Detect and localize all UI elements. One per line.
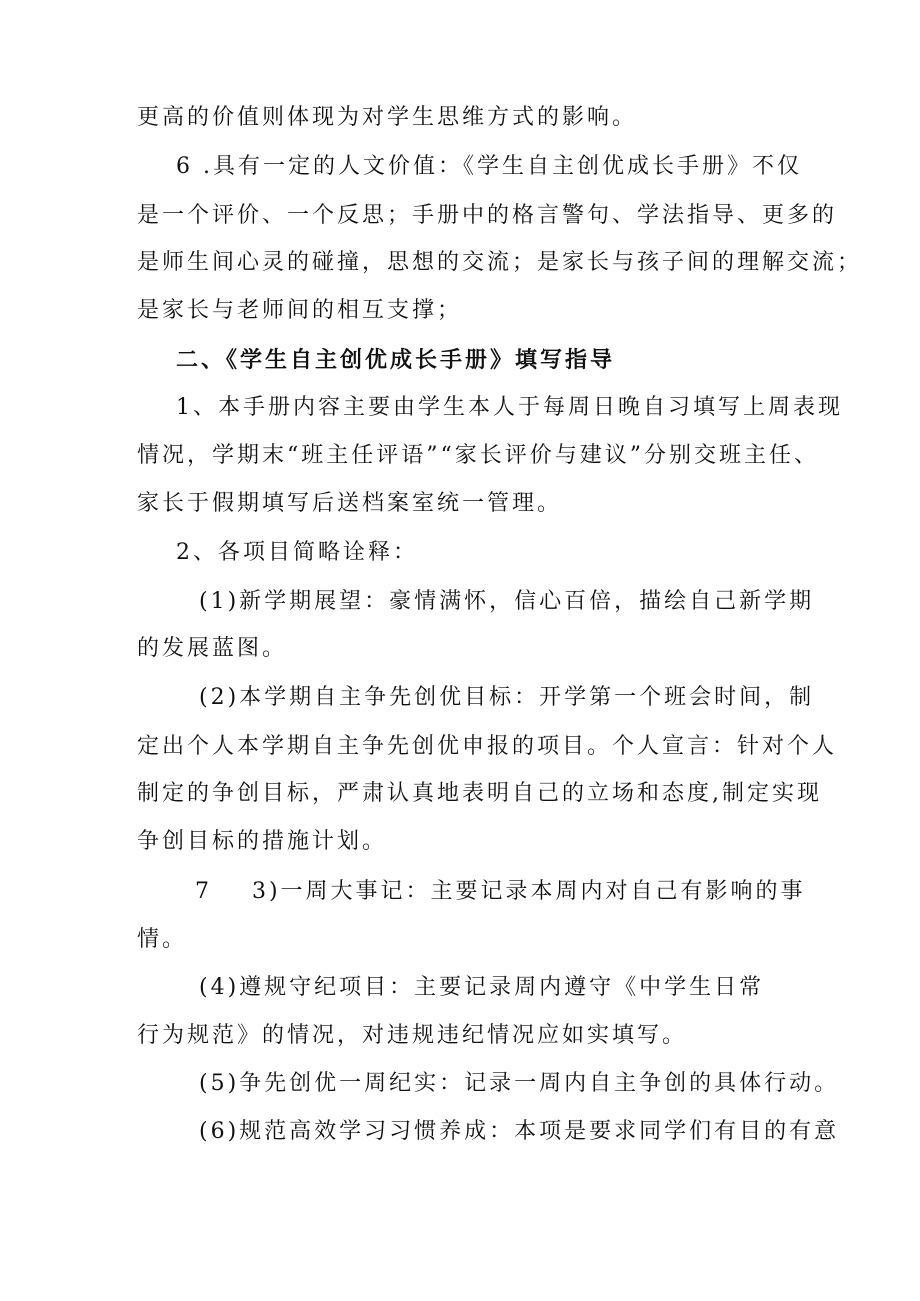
text-line: 7 3)一周大事记：主要记录本周内对自己有影响的事	[195, 879, 806, 904]
text-line: (6)规范高效学习习惯养成：本项是要求同学们有目的有意	[199, 1119, 840, 1144]
text-line: 制定的争创目标，严肃认真地表明自己的立场和态度,制定实现	[137, 781, 822, 806]
text-line: (2)本学期自主争先创优目标：开学第一个班会时间，制	[199, 685, 815, 710]
text-line: 行为规范》的情况，对违规违纪情况应如实填写。	[137, 1023, 688, 1048]
text-line: 争创目标的措施计划。	[137, 829, 388, 854]
text-line: 是一个评价、一个反思；手册中的格言警句、学法指导、更多的	[137, 203, 838, 228]
text-line: 是师生间心灵的碰撞，思想的交流；是家长与孩子间的理解交流；	[137, 250, 863, 275]
text-line: 6 .具有一定的人文价值：《学生自主创优成长手册》不仅	[176, 154, 802, 179]
text-line: 家长于假期填写后送档案室统一管理。	[137, 491, 563, 516]
text-line: 的发展蓝图。	[137, 636, 288, 661]
text-line: 情。	[137, 927, 188, 952]
text-line: 1、本手册内容主要由学生本人于每周日晚自习填写上周表现	[176, 395, 843, 420]
text-line: 更高的价值则体现为对学生思维方式的影响。	[137, 105, 638, 130]
text-line: 2、各项目简略诠释：	[176, 540, 418, 565]
text-line: (4)遵规守纪项目：主要记录周内遵守《中学生日常	[199, 975, 765, 1000]
text-line: 定出个人本学期自主争先创优申报的项目。个人宣言：针对个人	[137, 734, 838, 759]
text-line: (5)争先创优一周纪实：记录一周内自主争创的具体行动。	[199, 1071, 840, 1096]
text-line: 情况，学期末“班主任评语”“家长评价与建议”分别交班主任、	[137, 443, 819, 468]
text-line: (1)新学期展望：豪情满怀，信心百倍，描绘自己新学期	[199, 589, 815, 614]
text-line: 是家长与老师间的相互支撑；	[137, 298, 463, 323]
section-heading: 二、《学生自主创优成长手册》填写指导	[176, 347, 616, 373]
